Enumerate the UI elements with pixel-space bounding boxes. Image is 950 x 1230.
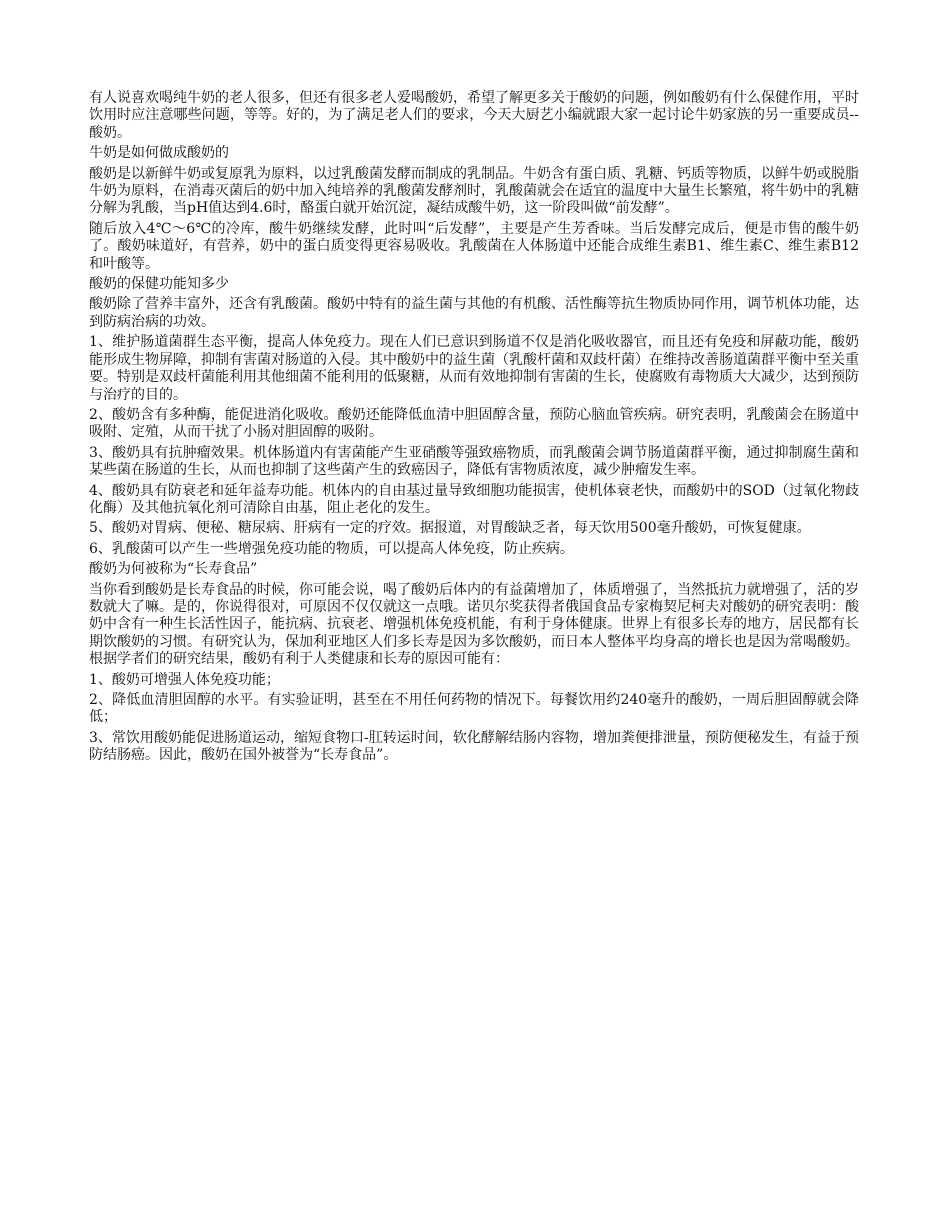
section2-paragraph-1: 酸奶除了营养丰富外，还含有乳酸菌。酸奶中特有的益生菌与其他的有机酸、活性酶等抗生物质协同作用，调节机体功能，达到防病治病的功效。 <box>89 296 859 330</box>
section2-item-1: 1、维护肠道菌群生态平衡，提高人体免疫力。现在人们已意识到肠道不仅是消化吸收器官，而且还有免疫和屏蔽功能，酸奶能形成生物屏障，抑制有害菌对肠道的入侵。其中酸奶中的益生菌（乳酸杆菌和双歧杆菌）在维持改善肠道菌群平衡中至关重要。特别是双歧杆菌能利用其他细菌不能利用的低聚糖，从而有效地抑制有害菌的生长，使腐败有毒物质大大减少，达到预防与治疗的目的。 <box>89 334 859 403</box>
section3-paragraph-1: 当你看到酸奶是长寿食品的时候，你可能会说，喝了酸奶后体内的有益菌增加了，体质增强了，当然抵抗力就增强了，活的岁数就大了嘛。是的，你说得很对，可原因不仅仅就这一点哦。诺贝尔奖获得者俄国食品专家梅契尼柯夫对酸奶的研究表明：酸奶中含有一种生长活性因子，能抗病、抗衰老、增强机体免疫机能，有利于身体健康。世界上有很多长寿的地方，居民都有长期饮酸奶的习惯。有研究认为，保加利亚地区人们多长寿是因为多饮酸奶，而日本人整体平均身高的增长也是因为常喝酸奶。根据学者们的研究结果，酸奶有利于人类健康和长寿的原因可能有： <box>89 581 859 668</box>
section1-paragraph-1: 酸奶是以新鲜牛奶或复原乳为原料，以过乳酸菌发酵而制成的乳制品。牛奶含有蛋白质、乳糖、钙质等物质，以鲜牛奶或脱脂牛奶为原料，在消毒灭菌后的奶中加入纯培养的乳酸菌发酵剂时，乳酸菌就会在适宜的温度中大量生长繁殖，将牛奶中的乳糖分解为乳酸，当pH值达到4.6时，酪蛋白就开始沉淀，凝结成酸牛奶，这一阶段叫做“前发酵”。 <box>89 165 859 217</box>
section2-item-3: 3、酸奶具有抗肿瘤效果。机体肠道内有害菌能产生亚硝酸等强致癌物质，而乳酸菌会调节肠道菌群平衡，通过抑制腐生菌和某些菌在肠道的生长，从而也抑制了这些菌产生的致癌因子，降低有害物质浓度，减少肿瘤发生率。 <box>89 444 859 479</box>
section3-item-2: 2、降低血清胆固醇的水平。有实验证明，甚至在不用任何药物的情况下。每餐饮用约240毫升的酸奶，一周后胆固醇就会降低； <box>89 692 859 726</box>
section2-item-2: 2、酸奶含有多种酶，能促进消化吸收。酸奶还能降低血清中胆固醇含量，预防心脑血管疾病。研究表明，乳酸菌会在肠道中吸附、定殖，从而干扰了小肠对胆固醇的吸附。 <box>89 406 859 441</box>
section3-item-1: 1、酸奶可增强人体免疫功能； <box>89 671 280 688</box>
section-heading-longevity-food: 酸奶为何被称为“长寿食品” <box>89 561 258 578</box>
section2-item-5: 5、酸奶对胃病、便秘、糖尿病、肝病有一定的疗效。据报道，对胃酸缺乏者，每天饮用500毫升酸奶，可恢复健康。 <box>89 520 811 537</box>
document-body <box>89 90 859 768</box>
section-heading-health-functions: 酸奶的保健功能知多少 <box>89 276 229 293</box>
section3-item-3: 3、常饮用酸奶能促进肠道运动，缩短食物口-肛转运时间，软化酵解结肠内容物，增加粪便排泄量，预防便秘发生，有益于预防结肠癌。因此，酸奶在国外被誉为“长寿食品”。 <box>89 729 859 764</box>
section-heading-how-made: 牛奶是如何做成酸奶的 <box>89 145 229 162</box>
section1-paragraph-2: 随后放入4℃～6℃的冷库，酸牛奶继续发酵，此时叫“后发酵”，主要是产生芳香味。当后发酵完成后，便是市售的酸牛奶了。酸奶味道好，有营养，奶中的蛋白质变得更容易吸收。乳酸菌在人体肠道中还能合成维生素B1、维生素C、维生素B12和叶酸等。 <box>89 220 859 272</box>
intro-paragraph: 有人说喜欢喝纯牛奶的老人很多，但还有很多老人爱喝酸奶，希望了解更多关于酸奶的问题，例如酸奶有什么保健作用，平时饮用时应注意哪些问题，等等。好的，为了满足老人们的要求，今天大厨艺小编就跟大家一起讨论牛奶家族的另一重要成员--酸奶。 <box>89 90 859 141</box>
section2-item-6: 6、乳酸菌可以产生一些增强免疫功能的物质，可以提高人体免疫，防止疾病。 <box>89 540 574 557</box>
section2-item-4: 4、酸奶具有防衰老和延年益寿功能。机体内的自由基过量导致细胞功能损害，使机体衰老快，而酸奶中的SOD（过氧化物歧化酶）及其他抗氧化剂可清除自由基，阻止老化的发生。 <box>89 482 859 516</box>
